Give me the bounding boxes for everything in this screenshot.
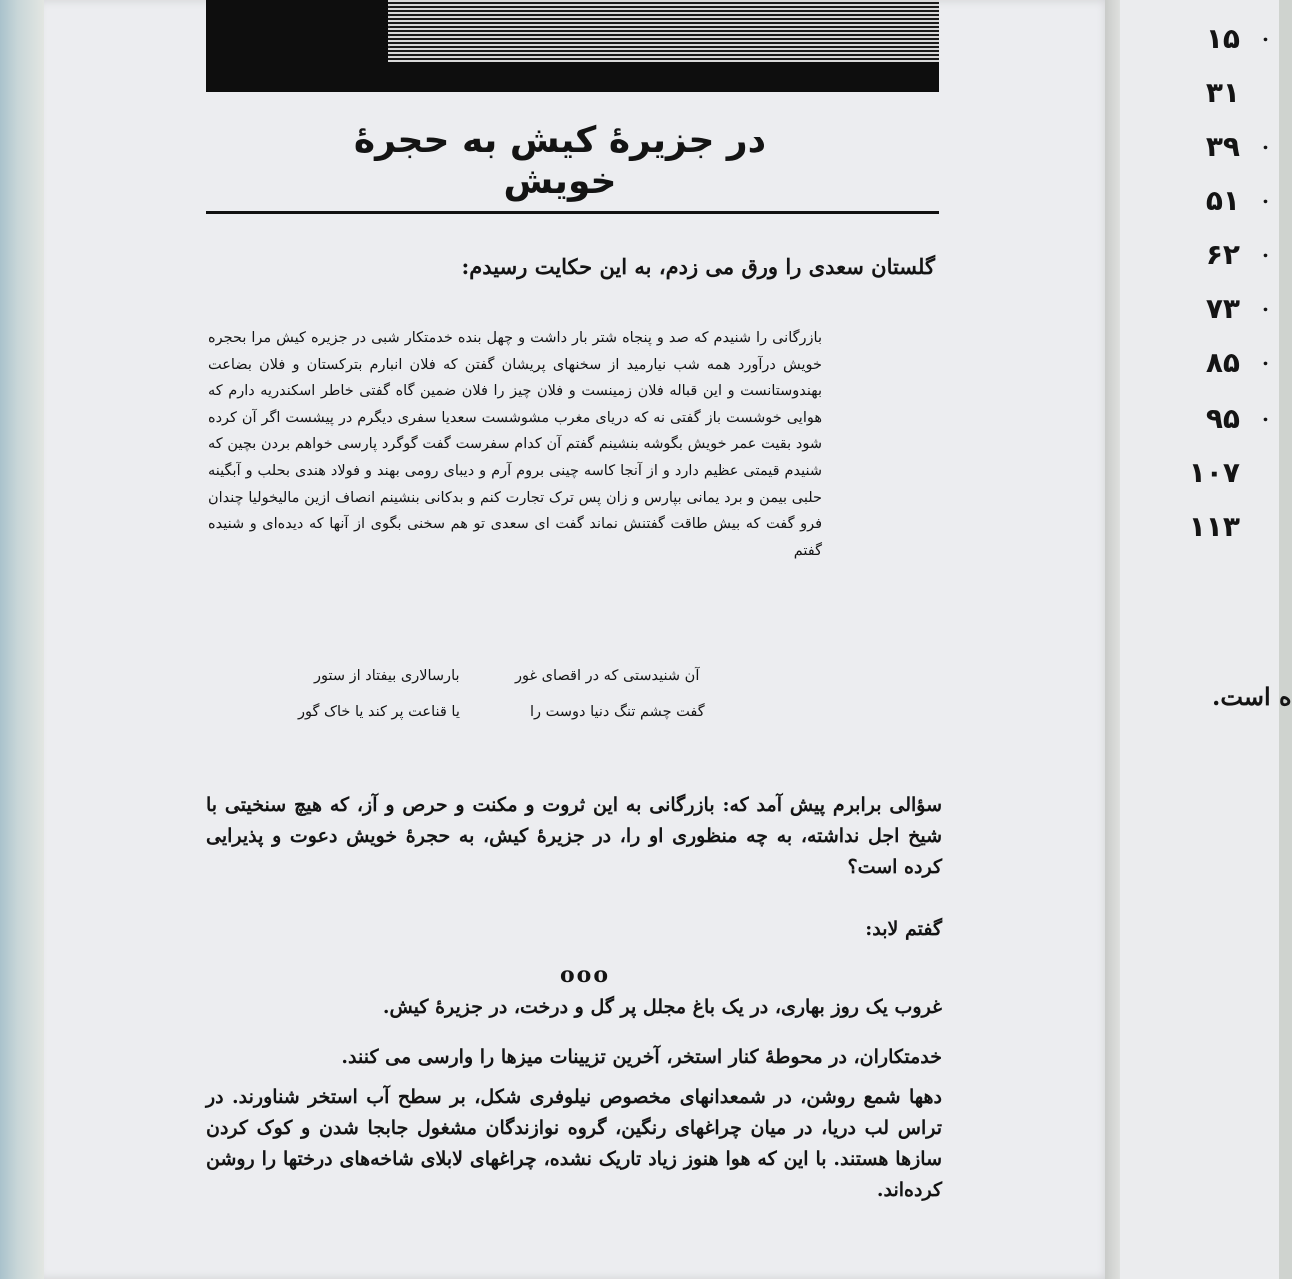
verse-2-left: یا قناعت پر کند یا خاک گور [298,704,460,720]
title-rule [206,211,939,214]
toc-number: ۷۳ [1205,292,1240,325]
toc-number: ۹۵ [1205,402,1240,435]
chapter-banner-pattern [388,0,939,62]
toc-leader: . [1262,130,1269,154]
toc-leader: . [1262,22,1269,46]
question-paragraph: سؤالی برابرم پیش آمد که: بازرگانی به این ثروت و مکنت و حرص و آز، که هیچ سنخیتی با شیخ اجل نداشته، به چه منظوری او را، در جزیرهٔ کیش، به حجرهٔ خویش دعوت و پذیرایی کرده است؟ [206,794,942,878]
section-separator: ooo [560,962,611,988]
toc-leader: . [1262,238,1269,262]
toc-leader: . [1262,346,1269,370]
verse-2-right: گفت چشم تنگ دنیا دوست را [530,704,705,720]
toc-number: ۱۰۷ [1188,456,1240,489]
toc-number: ۵۱ [1205,184,1240,217]
facing-page-text: ه است. [1212,682,1292,711]
toc-leader: . [1262,184,1269,208]
verse-1-left: بارسالاری بیفتاد از ستور [314,668,460,684]
toc-number: ۳۹ [1205,130,1240,163]
toc-number: ۳۱ [1205,76,1240,109]
chapter-title: در جزیرهٔ کیش به حجرهٔ خویش [353,120,767,202]
golestan-quote: بازرگانی را شنیدم که صد و پنجاه شتر بار داشت و چهل بنده خدمتکار شبی در جزیره کیش مرا بحجره خویش درآورد همه شب نیارمید از سخنهای پریشان گفتن که فلان انبارم بترکستان و فلان بضاعت بهندوستانست و این قباله فلان زمینست و فلان چیز را فلان ضمین گاه گفتی خاطر اسکندریه دارم که هوایی خوشست باز گفتی نه که دریای مغرب مشوشست سعدیا سفری دیگرم در پیشست اگر آن کرده شود بقیت عمر خویش بگوشه بنشینم گفتم آن کدام سفرست گفت گوگرد پارسی خواهم بردن بچین که شنیدم قیمتی عظیم دارد و از آنجا کاسه چینی بروم آرم و دیبای رومی بهند و فولاد هندی بحلب و آبگینه حلبی بیمن و برد یمانی بپارس و زان پس ترک تجارت کنم و بدکانی بنشینم انصاف ازین مالیخولیا چندان فرو گفت که بیش طاقت گفتنش نماند گفت ای سعدی تو هم سخنی بگوی از آنها که دیده‌ای و شنیده گفتم [208,330,822,559]
body-paragraph-1: غروب یک روز بهاری، در یک باغ مجلل پر گل و درخت، در جزیرهٔ کیش. [382,996,942,1018]
toc-number: ۱۵ [1205,22,1240,55]
toc-leader: . [1262,402,1269,426]
body-paragraph-3: دهها شمع روشن، در شمعدانهای مخصوص نیلوفری شکل، بر سطح آب استخر شناورند. در تراس لب دریا، در میان چراغهای رنگین، گروه نوازندگان مشغول جابجا شدن و کوک کردن سازها هستند. با این که هوا هنوز زیاد تاریک نشده، چراغهای لابلای شاخه‌های درختها را روشن کرده‌اند. [206,1086,942,1201]
answer-intro: گفتم لابد: [865,918,942,940]
toc-number: ۶۲ [1205,238,1240,271]
body-paragraph-2: خدمتکاران، در محوطهٔ کنار استخر، آخرین تزیینات میزها را وارسی می کنند. [341,1046,942,1068]
book-edge [0,0,44,1279]
toc-number: ۱۱۳ [1188,510,1240,543]
toc-leader: . [1262,292,1269,316]
intro-line: گلستان سعدی را ورق می زدم، به این حکایت رسیدم: [461,254,935,279]
toc-number: ۸۵ [1205,346,1240,379]
verse-1-right: آن شنیدستی که در اقصای غور [515,668,700,684]
